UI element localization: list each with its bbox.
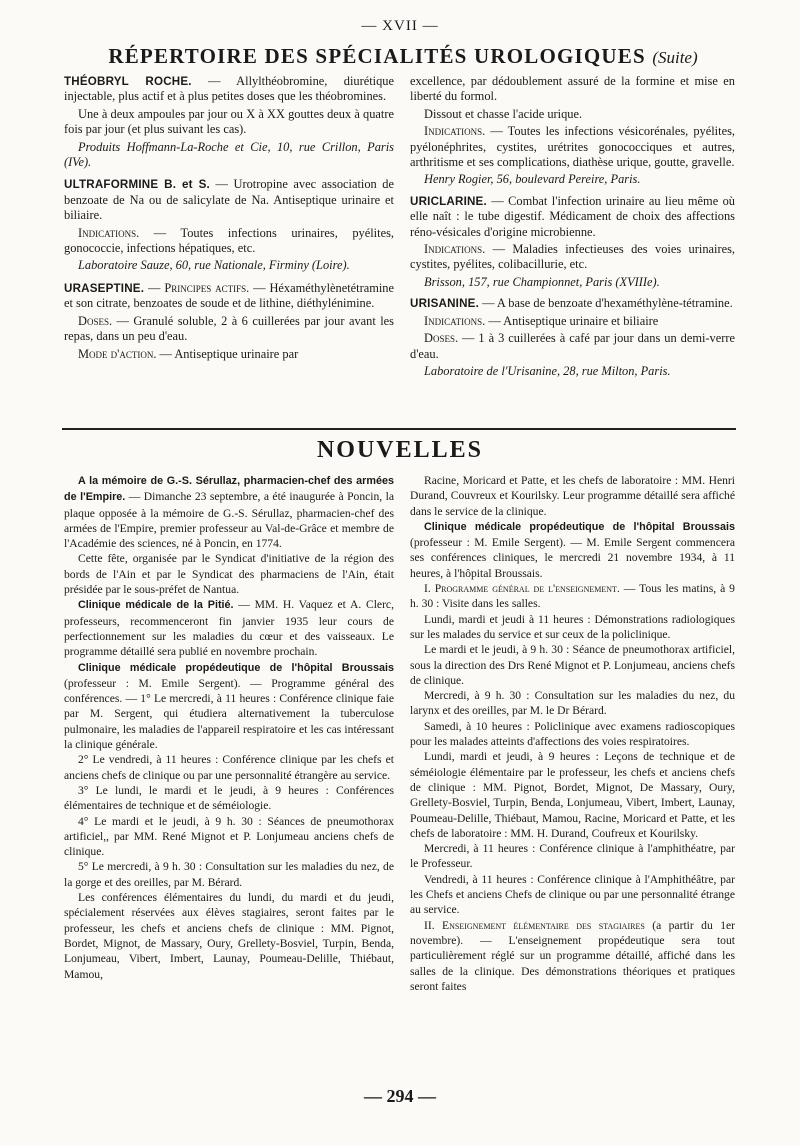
repertoire-left-column bbox=[64, 74, 394, 364]
news-paragraph: Cette fête, organisée par le Syndicat d'initiative de la région des bords de l'Ain et par le Syndicat des pharmaciens de l'Ain, était présidée par le sous-préfet de Nantua. bbox=[64, 552, 394, 597]
indications-text bbox=[410, 124, 735, 170]
source-text: Laboratoire Sauze, 60, rue Nationale, Firminy (Loire). bbox=[78, 258, 350, 273]
news-paragraph bbox=[64, 473, 394, 551]
product-description: — A base de benzoate d'hexaméthylène-tétramine. bbox=[479, 296, 733, 311]
indications-text bbox=[64, 226, 394, 257]
news-body: — Dimanche 23 septembre, a été inaugurée à Poncin, la plaque opposée à la mémoire de G.-S. Sérullaz, pharmacien-chef des armées de l'Empire, premier professeur au Val-de-Grâce et membre de l'Académie des sciences, né à Poncin, en 1774. bbox=[64, 490, 394, 551]
product-name: URASEPTINE. bbox=[64, 281, 145, 295]
indications-label: Indications. bbox=[424, 242, 486, 257]
news-paragraph: 4° Le mardi et le jeudi, à 9 h. 30 : Séances de pneumothorax artificiel,, par MM. René Mignot et P. Lonjumeau anciens chefs de clinique. bbox=[64, 814, 394, 859]
dissout-text: Dissout et chasse l'acide urique. bbox=[424, 106, 583, 121]
doses-body: — 1 à 3 cuillerées à café par jour dans un demi-verre d'eau. bbox=[410, 331, 735, 361]
indications-text bbox=[410, 242, 735, 273]
news-body: — MM. H. Vaquez et A. Clerc, professeurs, recommenceront fin janvier 1935 leur cours de perfectionnement sur les maladies du cœur et des vaisseaux. Le programme détaillé sera publié en novembre prochain. bbox=[64, 598, 394, 659]
news-paragraph: Les conférences élémentaires du lundi, du mardi et du jeudi, spécialement réservées aux élèves stagiaires, seront faites par le professeur, les chefs et anciens chefs de clinique : MM. Pignot, Bordet, Mignot, de Massary, Oury, Grellety-Bosviel, Turpin, Benda, Lonjumeau, Vibert, Imbert, Launay, Poumeau-Delille, Thiébaut, Mamou, bbox=[64, 891, 394, 981]
news-body: (professeur : M. Emile Sergent). — M. Emile Sergent commencera ses conférences cliniques, le mercredi 21 novembre 1934, à 11 heures, à l'hôpital Broussais. bbox=[410, 536, 735, 580]
indications-body: — Toutes infections urinaires, pyélites, gonococcie, infections hépatiques, etc. bbox=[64, 225, 394, 256]
nouvelles-left-column bbox=[64, 473, 394, 982]
indications-label: Indications. bbox=[424, 124, 486, 139]
source-text: Henry Rogier, 56, boulevard Pereire, Paris. bbox=[424, 172, 641, 187]
doses-body: — Granulé soluble, 2 à 6 cuillerées par jour avant les repas, dans un peu d'eau. bbox=[64, 313, 394, 344]
nouvelles-right-column bbox=[410, 473, 735, 994]
indications-body: — Toutes les infections vésicorénales, pyélites, pyélonéphrites, cystites, urétrites gonococciques et autres, arthritisme et ses complications, diathèse urique, goutte, gravelle. bbox=[410, 124, 735, 170]
news-label: II. Enseignement élémentaire des stagiaires bbox=[424, 918, 645, 932]
news-paragraph bbox=[410, 519, 735, 581]
news-paragraph bbox=[410, 581, 735, 612]
principes-body: — Héxaméthylènetétramine et son citrate, benzoates de soude et de lithine, diéthylénimine. bbox=[64, 280, 394, 311]
news-paragraph: Lundi, mardi et jeudi à 11 heures : Démonstrations radiologiques sur les malades du service et sur ceux de la policlinique. bbox=[410, 612, 735, 641]
entry-theobryl bbox=[64, 74, 394, 105]
indications-body: — Maladies infectieuses des voies urinaires, cystites, pyélites, colibacillurie, etc. bbox=[410, 242, 735, 272]
entry-uriclarine bbox=[410, 194, 735, 240]
product-description: — Urotropine avec association de benzoate de Na ou de salicylate de Na. Antiseptique urinaire et biliaire. bbox=[64, 177, 394, 223]
repertoire-title-text: RÉPERTOIRE DES SPÉCIALITÉS UROLOGIQUES bbox=[108, 44, 646, 68]
product-name: ULTRAFORMINE B. et S. bbox=[64, 178, 210, 192]
principes-label: — Principes actifs. bbox=[144, 280, 250, 295]
nouvelles-title: NOUVELLES bbox=[316, 437, 484, 463]
product-name: URICLARINE. bbox=[410, 194, 487, 208]
product-description: — Allylthéobromine, diurétique injectable, plus actif et à plus petites doses que les théobromines. bbox=[64, 74, 394, 104]
news-paragraph: 3° Le lundi, le mardi et le jeudi, à 9 heures : Conférences élémentaires de technique et de séméiologie. bbox=[64, 783, 394, 813]
repertoire-title-suite: (Suite) bbox=[652, 48, 698, 67]
news-paragraph: 2° Le vendredi, à 11 heures : Conférence clinique par les chefs et anciens chefs de clinique ou par une personnalité étrangère au service. bbox=[64, 753, 394, 782]
news-label: I. Programme général de l'enseignement. bbox=[424, 582, 620, 596]
mode-action-text bbox=[64, 347, 394, 362]
doses-label: Doses. bbox=[78, 313, 113, 328]
news-paragraph: Le mardi et le jeudi, à 9 h. 30 : Séance de pneumothorax artificiel, sous la direction des Drs René Mignot et P. Lonjumeau, anciens chefs de clinique. bbox=[410, 643, 735, 687]
source-text: Brisson, 157, rue Championnet, Paris (XVIIIe). bbox=[424, 274, 660, 289]
news-body: — Tous les matins, à 9 h. 30 : Visite dans les salles. bbox=[410, 582, 735, 611]
doses-text bbox=[64, 314, 394, 345]
source-text: Produits Hoffmann-La-Roche et Cie, 10, rue Crillon, Paris (IVe). bbox=[64, 139, 394, 170]
news-body: (a partir du 1er novembre). — L'enseignement propédeutique sera tout particulièrement réglé sur un programme détaillé, affiché dans les salles de la clinique. Des démonstrations théoriques et pratiques seront faites bbox=[410, 918, 735, 993]
news-paragraph bbox=[410, 918, 735, 994]
news-paragraph bbox=[64, 597, 394, 659]
indications-label: Indications. bbox=[424, 313, 486, 328]
section-divider bbox=[62, 428, 736, 430]
entry-ultraformine bbox=[64, 177, 394, 223]
dose-text: Une à deux ampoules par jour ou X à XX gouttes deux à quatre fois par jour (et plus suivant les cas). bbox=[64, 106, 394, 137]
indications-text bbox=[410, 314, 735, 329]
page-number: — 294 — bbox=[364, 1086, 436, 1106]
news-paragraph bbox=[64, 660, 394, 753]
news-paragraph: Mercredi, à 9 h. 30 : Consultation sur les maladies du nez, du larynx et des oreilles, par M. le Dr Bérard. bbox=[410, 689, 735, 718]
news-paragraph: Mercredi, à 11 heures : Conférence clinique à l'amphithéatre, par le Professeur. bbox=[410, 842, 735, 871]
repertoire-title bbox=[58, 44, 748, 69]
doses-label: Doses. bbox=[424, 331, 459, 346]
news-heading: Clinique médicale propédeutique de l'hôpital Broussais bbox=[78, 661, 394, 674]
news-paragraph: 5° Le mercredi, à 9 h. 30 : Consultation sur les maladies du nez, de la gorge et des oreilles, par M. Bérard. bbox=[64, 860, 394, 889]
mode-label: Mode d'action. bbox=[78, 346, 157, 361]
news-paragraph: Vendredi, à 11 heures : Conférence clinique à l'Amphithéâtre, par les Chefs et anciens Chefs de clinique ou par une personnalité étrange au service. bbox=[410, 872, 735, 917]
news-heading: Clinique médicale propédeutique de l'hôpital Broussais bbox=[424, 520, 735, 533]
repertoire-right-column bbox=[410, 74, 735, 385]
indications-label: Indications. bbox=[78, 225, 140, 240]
indications-body: — Antiseptique urinaire et biliaire bbox=[485, 313, 659, 328]
mode-body: — Antiseptique urinaire par bbox=[156, 346, 299, 361]
news-body: (professeur : M. Emile Sergent). — Programme général des conférences. — 1° Le mercredi, à 11 heures : Conférence clinique faie par M. Sergent, qui étudiera alternativement la tuberculose pulmonaire, les maladies de l'appareil respiratoire et les cas intéressant la clinique générale. bbox=[64, 676, 394, 752]
roman-page-number: — XVII — bbox=[361, 18, 439, 34]
continuation-text: excellence, par dédoublement assuré de la formine et mise en liberté du formol. bbox=[410, 74, 735, 104]
news-paragraph: Samedi, à 10 heures : Policlinique avec examens radioscopiques pour les malades atteints d'affections des voies respiratoires. bbox=[410, 719, 735, 749]
entry-urisanine bbox=[410, 296, 735, 311]
news-heading: A la mémoire de G.-S. Sérullaz, pharmacien-chef des armées de l'Empire. bbox=[64, 475, 394, 504]
news-paragraph: Lundi, mardi et jeudi, à 9 heures : Leçons de technique et de séméiologie élémentaire par le professeur, les chefs et anciens chefs de clinique : MM. Pignot, Bordet, Mignot, De Massary, Oury, Grellety-Bosviel, Turpin, Benda, Lonjumeau, Vibert, Imbert, Launay, Poumeau-Delille, Thiébaut, Mamou, Racine, Moricard et Patte, et les chefs de laboratoire : MM. H. Durand, Coufreux et Kourilsky. bbox=[410, 750, 735, 840]
product-name: THÉOBRYL ROCHE. bbox=[64, 75, 192, 88]
product-name: URISANINE. bbox=[410, 297, 479, 311]
doses-text bbox=[410, 331, 735, 362]
product-description: — Combat l'infection urinaire au lieu même où elle naît : le tube digestif. Médicament de choix des affections réno-vésicales d'origine microbienne. bbox=[410, 193, 735, 239]
news-paragraph: Racine, Moricard et Patte, et les chefs de laboratoire : MM. Henri Durand, Couvreux et Kourilsky. Leur programme détaillé sera affiché dans le service de la clinique. bbox=[410, 474, 735, 518]
news-heading: Clinique médicale de la Pitié. bbox=[78, 599, 234, 612]
source-text: Laboratoire de l'Urisanine, 28, rue Milton, Paris. bbox=[424, 363, 671, 378]
entry-uraseptine bbox=[64, 281, 394, 312]
